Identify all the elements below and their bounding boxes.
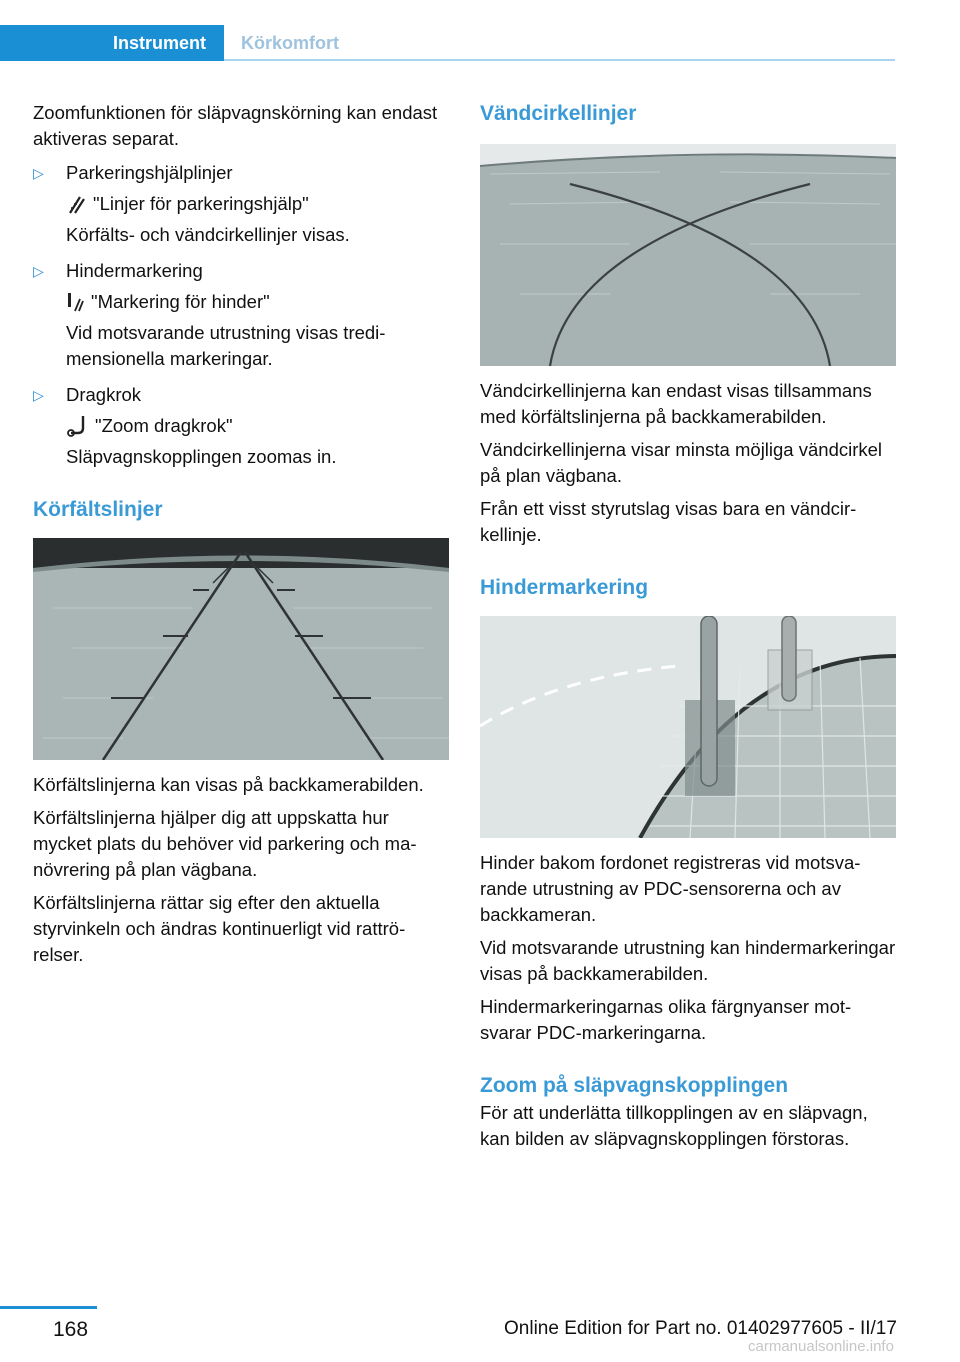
left-column <box>33 100 449 975</box>
bullet-triangle-icon: ▷ <box>33 165 44 181</box>
right-column <box>480 100 896 1159</box>
bullet-obstacle-marking <box>33 258 449 372</box>
turning-circle-paragraph-1: Vändcirkellinjerna kan endast visas tillsammans med körfältslinjerna på backkamerabilden. <box>480 380 872 427</box>
bullet-label: Parkeringshjälplinjer <box>66 162 233 183</box>
section-heading-lane-lines: Körfältslinjer <box>33 498 163 521</box>
bullet-trailer-hitch <box>33 382 449 470</box>
turning-circle-paragraph-2: Vändcirkellinjerna visar minsta möjliga vändcirkel på plan vägbana. <box>480 439 883 486</box>
menu-item-text: "Zoom dragkrok" <box>95 415 233 436</box>
bullet-label: Hindermarkering <box>66 260 203 281</box>
menu-item-text: "Linjer för parkeringshjälp" <box>93 193 309 214</box>
lane-lines-figure <box>33 538 449 760</box>
bullet-label: Dragkrok <box>66 384 142 405</box>
turning-circle-image <box>480 144 896 366</box>
obstacle-paragraph-1: Hinder bakom fordonet registreras vid motsvarande utrustning av PDC-sensorerna och av backkameran. <box>480 852 861 925</box>
tab-underline <box>224 59 895 61</box>
edition-text: Online Edition for Part no. 01402977605 - II/17 <box>504 1318 897 1339</box>
lane-lines-paragraph-3: Körfältslinjerna rättar sig efter den aktuella styrvinkeln och ändras kontinuerligt vid rattrörelser. <box>33 892 406 965</box>
header-tabs <box>0 0 895 62</box>
bullet-description: Släpvagnskopplingen zoomas in. <box>66 446 337 467</box>
bullet-triangle-icon: ▷ <box>33 263 44 279</box>
trailer-zoom-paragraph: För att underlätta tillkopplingen av en släpvagn, kan bilden av släpvagnskopplingen förstoras. <box>480 1102 868 1149</box>
lane-lines-image <box>33 538 449 760</box>
menu-item-text: "Markering för hinder" <box>91 291 270 312</box>
bullet-description: Körfälts- och vändcirkellinjer visas. <box>66 224 350 245</box>
lane-lines-paragraph-2: Körfältslinjerna hjälper dig att uppskatta hur mycket plats du behöver vid parkering och manövrering på plan vägbana. <box>33 807 417 880</box>
obstacle-marking-image <box>480 616 896 838</box>
watermark-text: carmanualsonline.info <box>748 1338 894 1355</box>
bullet-triangle-icon: ▷ <box>33 387 44 403</box>
section-heading-obstacle-marking: Hindermarkering <box>480 576 649 599</box>
parking-lines-icon <box>66 193 86 215</box>
tab-korkomfort: Körkomfort <box>241 32 339 53</box>
section-heading-trailer-zoom: Zoom på släpvagnskopplingen <box>480 1074 789 1097</box>
turning-circle-paragraph-3: Från ett visst styrutslag visas bara en vändcirkellinje. <box>480 498 857 545</box>
intro-paragraph: Zoomfunktionen för släpvagnskörning kan endast aktiveras separat. <box>33 102 438 149</box>
obstacle-marking-figure <box>480 616 896 838</box>
obstacle-marking-icon <box>66 291 84 313</box>
lane-lines-paragraph-1: Körfältslinjerna kan visas på backkamerabilden. <box>33 774 424 795</box>
trailer-hitch-icon <box>66 414 88 438</box>
turning-circle-figure <box>480 144 896 366</box>
page-number: 168 <box>53 1318 89 1341</box>
obstacle-paragraph-3: Hindermarkeringarnas olika färgnyanser motsvarar PDC-markeringarna. <box>480 996 852 1043</box>
bullet-description: Vid motsvarande utrustning visas tredimensionella markeringar. <box>66 322 386 369</box>
tab-instrument: Instrument <box>0 25 224 61</box>
obstacle-paragraph-2: Vid motsvarande utrustning kan hindermarkeringar visas på backkamerabilden. <box>480 937 896 984</box>
section-heading-turning-circle: Vändcirkellinjer <box>480 102 637 125</box>
footer-rule <box>0 1306 97 1309</box>
bullet-parking-lines <box>33 160 449 248</box>
